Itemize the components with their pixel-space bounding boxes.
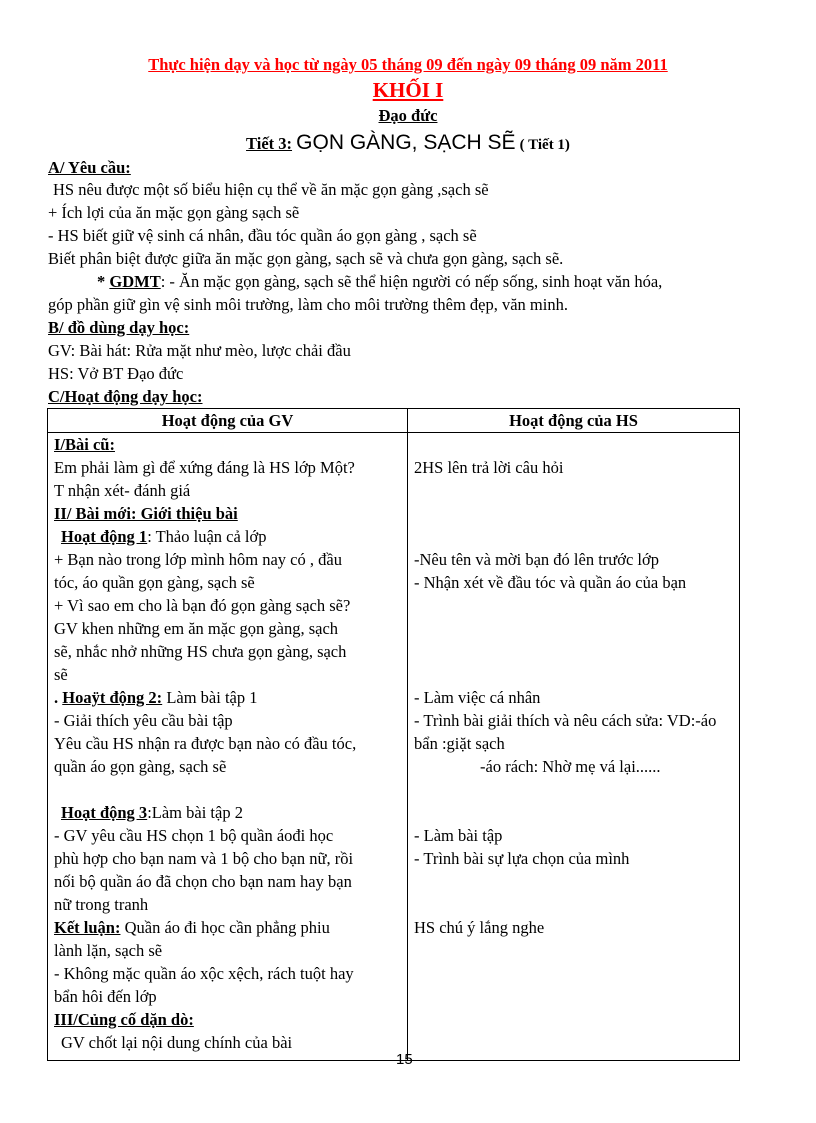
student-line: -Nêu tên và mời bạn đó lên trước lớp (414, 550, 659, 569)
section-b-heading: B/ đồ dùng dạy học: (48, 318, 190, 337)
activity-line: sẽ (54, 665, 68, 684)
student-line: - Trình bài giải thích và nêu cách sửa: VD:-áo (414, 711, 717, 730)
table-row (48, 433, 740, 1061)
spacer (414, 479, 733, 502)
activity-line: nối bộ quần áo đã chọn cho bạn nam hay bạn (54, 872, 352, 891)
gdmt-label: GDMT (109, 272, 161, 291)
student-activities-cell (408, 433, 740, 1061)
activity-line: tóc, áo quần gọn gàng, sạch sẽ (54, 573, 255, 592)
activity-1-heading (54, 525, 401, 548)
activity-line: - Giải thích yêu cầu bài tập (54, 711, 233, 730)
spacer (414, 870, 733, 893)
section-c-heading: C/Hoạt động dạy học: (48, 387, 203, 406)
lesson-title: GỌN GÀNG, SẠCH SẼ (296, 131, 516, 154)
spacer (414, 502, 733, 525)
spacer (414, 433, 733, 456)
lesson-prefix: Tiết 3: (246, 134, 293, 153)
spacer (414, 525, 733, 548)
old-lesson-heading: I/Bài cũ: (54, 435, 115, 454)
activity-line: lành lặn, sạch sẽ (54, 941, 163, 960)
conclusion-label: Kết luận: (54, 918, 121, 937)
activity-line: + Bạn nào trong lớp mình hôm nay có , đầu (54, 550, 342, 569)
student-line: - Làm bài tập (414, 826, 503, 845)
spacer (414, 640, 733, 663)
activity-line: nữ trong tranh (54, 895, 149, 914)
table-header-row (48, 409, 740, 433)
activity-2-text: Làm bài tập 1 (162, 688, 258, 707)
gdmt-text: : - Ăn mặc gọn gàng, sạch sẽ thể hiện người có nếp sống, sinh hoạt văn hóa, (160, 272, 663, 291)
date-line: Thực hiện dạy và học từ ngày 05 tháng 09 đến ngày 09 tháng 09 năm 2011 (148, 55, 668, 74)
activities-table (47, 408, 740, 1061)
lesson-title-line (0, 130, 816, 158)
activity-2-prefix: . (54, 688, 63, 707)
requirement-line: - HS biết giữ vệ sinh cá nhân, đầu tóc quần áo gọn gàng , sạch sẽ (48, 226, 477, 245)
activity-line: quần áo gọn gàng, sạch sẽ (54, 757, 227, 776)
activity-2-label: Hoaÿt động 2: (62, 688, 163, 707)
new-lesson-heading (54, 502, 401, 525)
activity-line: sẽ, nhắc nhở những HS chưa gọn gàng, sạch (54, 642, 347, 661)
conclusion-text: Quần áo đi học cần phẳng phiu (120, 918, 330, 937)
spacer (414, 617, 733, 640)
activity-line: bẩn hôi đến lớp (54, 987, 157, 1006)
conclusion-heading (54, 916, 401, 939)
spacer (54, 778, 401, 801)
lesson-suffix: ( Tiết 1) (519, 137, 570, 153)
materials-line: HS: Vở BT Đạo đức (48, 364, 184, 383)
materials-line: GV: Bài hát: Rửa mặt như mèo, lược chải đầu (48, 341, 351, 360)
col-header-gv: Hoạt động của GV (48, 409, 408, 433)
subject-title: Đạo đức (378, 106, 438, 125)
activity-2-heading (54, 686, 401, 709)
section-a-heading: A/ Yêu cầu: (48, 158, 131, 177)
student-line: bẩn :giặt sạch (414, 734, 505, 753)
activity-line: + Vì sao em cho là bạn đó gọn gàng sạch sẽ? (54, 596, 351, 615)
activity-line: Yêu cầu HS nhận ra được bạn nào có đầu tóc, (54, 734, 357, 753)
activity-3-heading (54, 801, 401, 824)
requirement-line: HS nêu được một số biểu hiện cụ thể về ăn mặc gọn gàng ,sạch sẽ (53, 180, 489, 199)
activity-line: - GV yêu cầu HS chọn 1 bộ quần áođi học (54, 826, 334, 845)
student-line: HS chú ý lắng nghe (414, 918, 545, 937)
activity-line: - Không mặc quần áo xộc xệch, rách tuột hay (54, 964, 354, 983)
wrap-up-heading: III/Củng cố dặn dò: (54, 1010, 194, 1029)
activity-3-label: Hoạt động 3 (61, 803, 148, 822)
requirement-line: + Ích lợi của ăn mặc gọn gàng sạch sẽ (48, 203, 300, 222)
spacer (414, 663, 733, 686)
student-line: - Làm việc cá nhân (414, 688, 541, 707)
activity-1-label: Hoạt động 1 (61, 527, 148, 546)
gdmt-star: * (97, 272, 106, 291)
grade-title: KHỐI I (372, 78, 444, 102)
activity-line: GV khen những em ăn mặc gọn gàng, sạch (54, 619, 339, 638)
spacer (414, 778, 733, 801)
activity-line: Em phải làm gì để xứng đáng là HS lớp Một? (54, 458, 355, 477)
teacher-activities-cell (48, 433, 408, 1061)
activity-1-text: : Thảo luận cả lớp (147, 527, 267, 546)
spacer (414, 893, 733, 916)
activity-line: GV chốt lại nội dung chính của bài (61, 1033, 293, 1052)
gdmt-line (97, 272, 662, 292)
student-line: - Nhận xét về đầu tóc và quần áo của bạn (414, 573, 687, 592)
activity-line: phù hợp cho bạn nam và 1 bộ cho bạn nữ, rồi (54, 849, 354, 868)
spacer (414, 594, 733, 617)
new-lesson-label: II/ Bài mới: Giới thiệu bài (54, 504, 238, 523)
activity-line: T nhận xét- đánh giá (54, 481, 191, 500)
gdmt-line-2: góp phần giữ gìn vệ sinh môi trường, làm cho môi trường thêm đẹp, văn minh. (48, 295, 568, 314)
student-line: 2HS lên trả lời câu hỏi (414, 458, 564, 477)
student-line: -áo rách: Nhờ mẹ vá lại...... (480, 757, 661, 776)
activity-3-text: :Làm bài tập 2 (147, 803, 243, 822)
page-number: 15 (396, 1051, 413, 1068)
student-line: - Trình bài sự lựa chọn của mình (414, 849, 630, 868)
col-header-hs: Hoạt động của HS (408, 409, 740, 433)
spacer (414, 801, 733, 824)
requirement-line: Biết phân biệt được giữa ăn mặc gọn gàng, sạch sẽ và chưa gọn gàng, sạch sẽ. (48, 249, 564, 268)
